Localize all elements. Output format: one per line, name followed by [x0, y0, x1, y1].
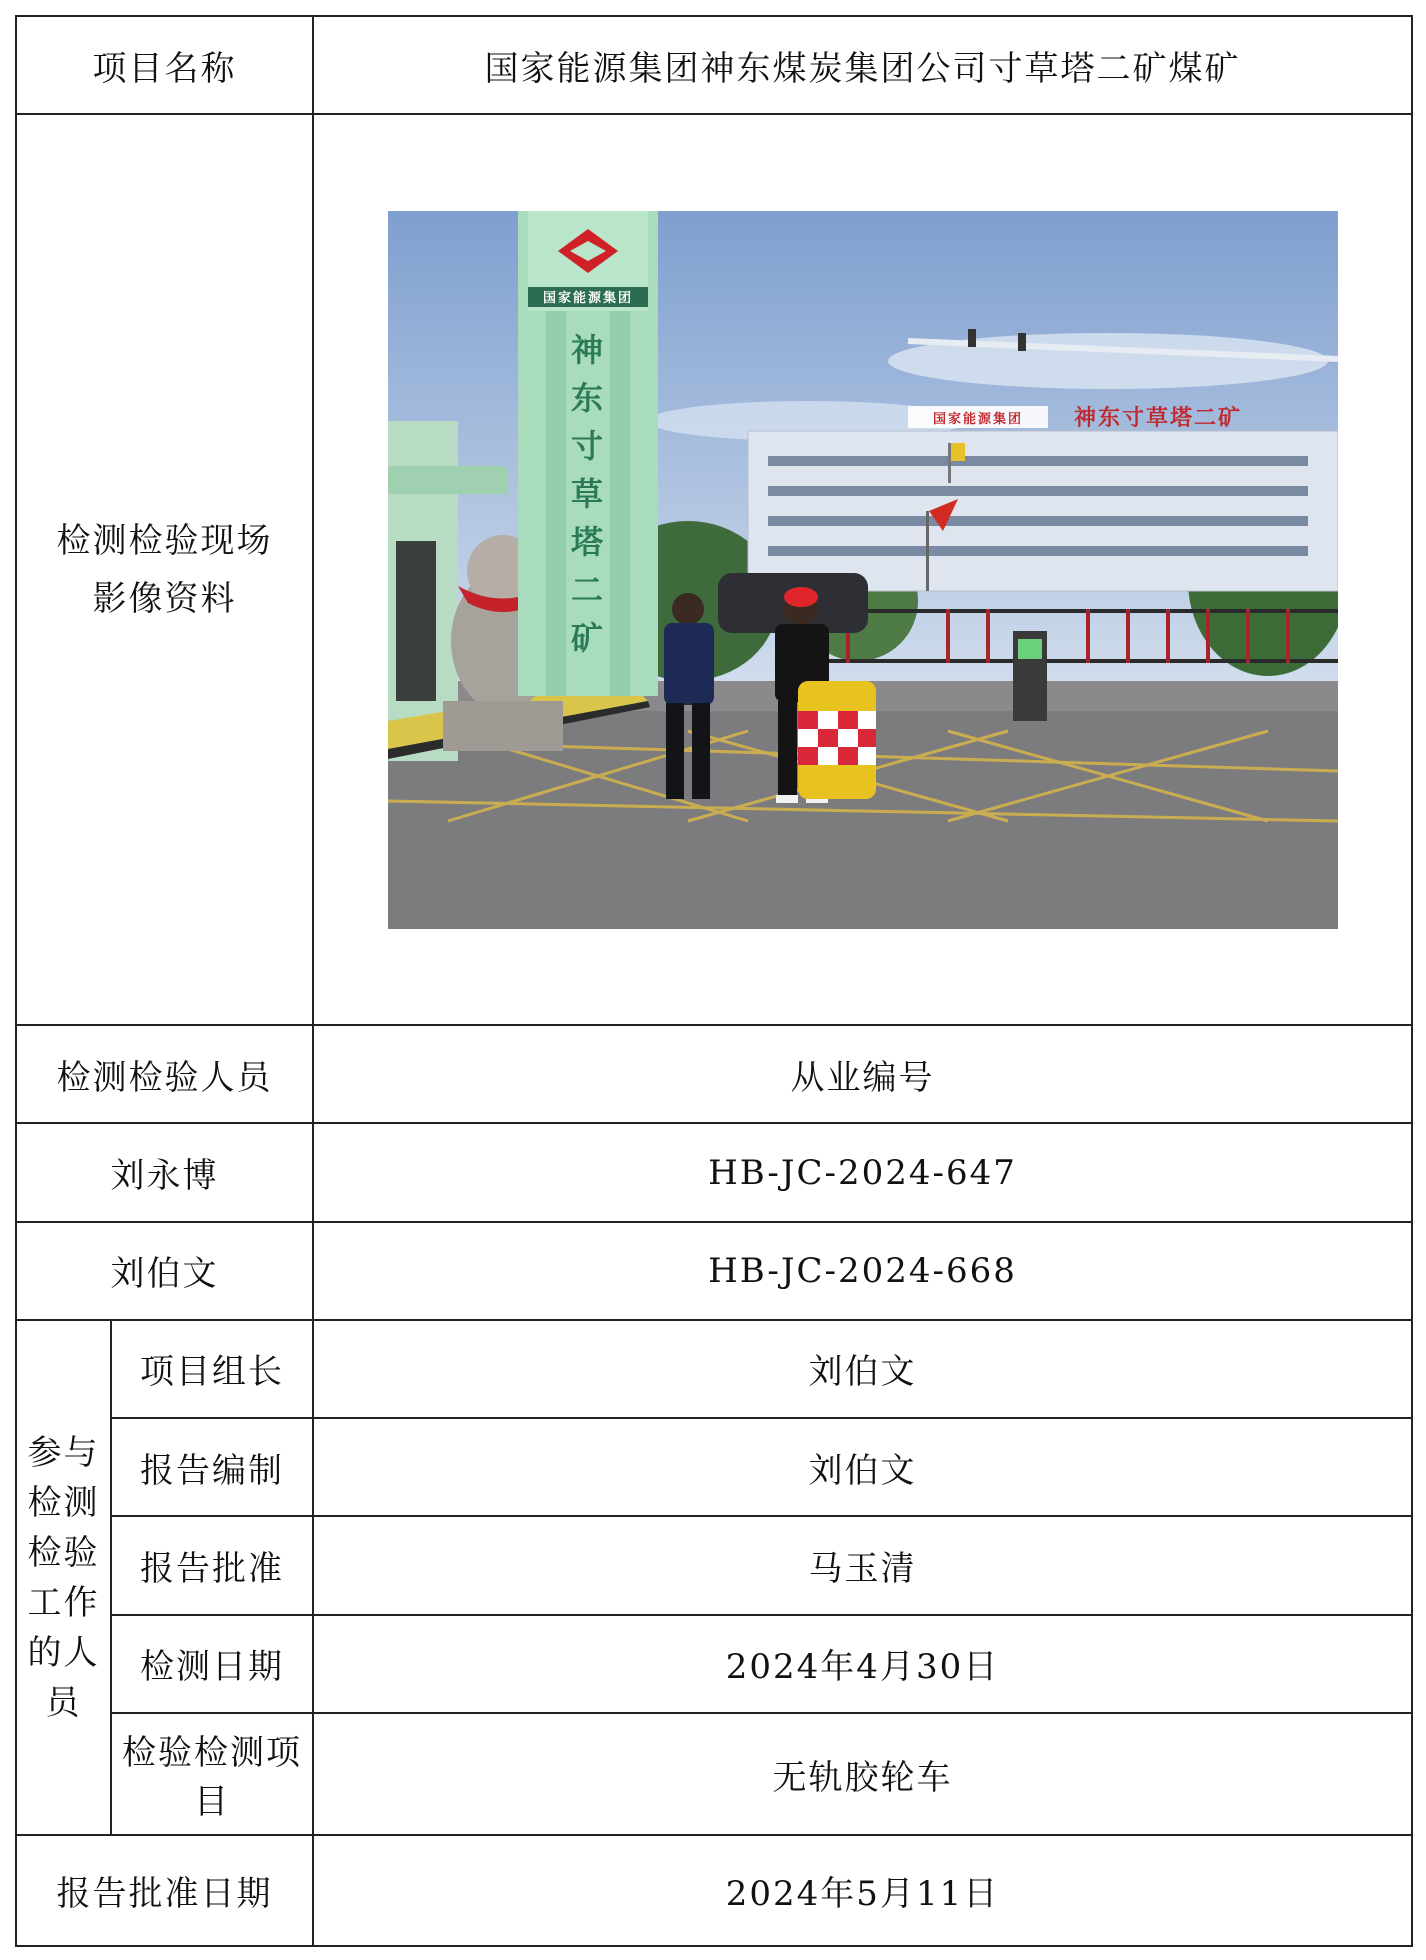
site-photo-label-line2: 影像资料 [92, 578, 237, 619]
participants-group-label-line: 参与 [27, 1432, 100, 1473]
row-participant [16, 1615, 1412, 1713]
row-project-name [16, 16, 1412, 114]
building-name-text: 神东寸草塔二矿 [1073, 405, 1242, 431]
participants-group-label [16, 1320, 111, 1836]
site-photo-cell [313, 114, 1412, 1025]
participants-group-label-line: 工作 [27, 1582, 100, 1623]
pillar-char-5: 塔 [570, 522, 605, 561]
traffic-barrel [798, 681, 876, 799]
inspector-name: 刘永博 [16, 1123, 313, 1221]
pillar-char-7: 矿 [570, 618, 605, 657]
pillar-top-text: 国家能源集团 [542, 290, 633, 306]
participant-role: 检验检测项目 [111, 1713, 313, 1836]
inspector-name: 刘伯文 [16, 1222, 313, 1320]
row-site-photo [16, 114, 1412, 1025]
participant-role: 检测日期 [111, 1615, 313, 1713]
row-inspector [16, 1123, 1412, 1221]
site-photo-illustration [388, 211, 1338, 929]
participant-role: 项目组长 [111, 1320, 313, 1418]
participants-group-label-line: 检验 [27, 1532, 100, 1573]
row-inspector [16, 1222, 1412, 1320]
participants-group-label-line: 员 [45, 1682, 82, 1723]
inspectors-header-label: 检测检验人员 [16, 1025, 313, 1123]
inspector-number: HB-JC-2024-647 [313, 1123, 1412, 1221]
approval-date-label: 报告批准日期 [16, 1835, 313, 1946]
participant-role: 报告编制 [111, 1418, 313, 1516]
row-participant [16, 1713, 1412, 1836]
row-participant [16, 1320, 1412, 1418]
row-inspectors-header [16, 1025, 1412, 1123]
pillar-char-3: 寸 [570, 426, 605, 465]
site-photo [388, 211, 1338, 929]
row-approval-date [16, 1835, 1412, 1946]
project-name-value: 国家能源集团神东煤炭集团公司寸草塔二矿煤矿 [313, 16, 1412, 114]
participant-value: 马玉清 [313, 1516, 1412, 1614]
inspection-form-table [15, 15, 1413, 1947]
row-participant [16, 1516, 1412, 1614]
participant-value: 无轨胶轮车 [313, 1713, 1412, 1836]
project-name-label: 项目名称 [16, 16, 313, 114]
pillar-char-6: 二 [570, 570, 605, 609]
site-photo-label-line1: 检测检验现场 [56, 520, 273, 561]
participant-value: 刘伯文 [313, 1418, 1412, 1516]
inspector-number: HB-JC-2024-668 [313, 1222, 1412, 1320]
participant-role: 报告批准 [111, 1516, 313, 1614]
approval-date-value: 2024年5月11日 [313, 1835, 1412, 1946]
participants-group-label-line: 检测 [27, 1482, 100, 1523]
building-logo-text: 国家能源集团 [932, 411, 1023, 427]
site-photo-label [16, 114, 313, 1025]
pillar-char-4: 草 [570, 474, 605, 513]
participants-group-label-line: 的人 [27, 1632, 100, 1673]
inspectors-header-value: 从业编号 [313, 1025, 1412, 1123]
pillar-char-1: 神 [570, 330, 605, 369]
pillar-char-2: 东 [570, 378, 605, 417]
participant-value: 刘伯文 [313, 1320, 1412, 1418]
row-participant [16, 1418, 1412, 1516]
participant-value: 2024年4月30日 [313, 1615, 1412, 1713]
